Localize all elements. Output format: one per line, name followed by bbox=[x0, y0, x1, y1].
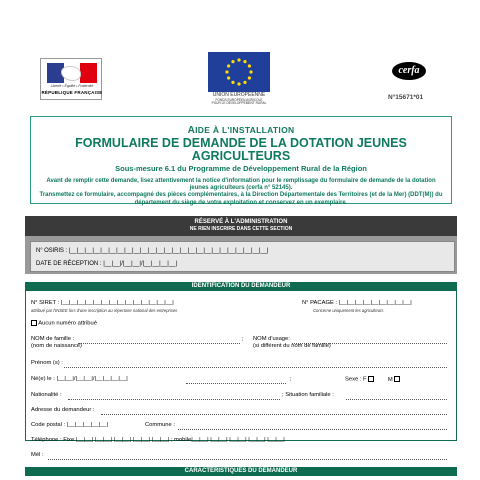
sexe-m-checkbox[interactable] bbox=[394, 376, 400, 382]
aide-initial: A bbox=[187, 125, 196, 136]
eu-line-1: UNION EUROPÉENNE bbox=[212, 92, 266, 98]
mel-input[interactable] bbox=[48, 459, 447, 460]
form-title: FORMULAIRE DE DEMANDE DE LA DOTATION JEUNES AGRICULTEURS bbox=[75, 136, 407, 163]
notice-line-1: Avant de remplir cette demande, lisez attentivement la notice d'information pour le remplissage du formulaire de demande de la dotation jeunes agriculteurs (cerfa n° 52145). bbox=[46, 178, 436, 192]
nationalite-input[interactable] bbox=[68, 399, 280, 400]
prenoms-label: Prénom (s) : bbox=[31, 360, 63, 366]
admin-subtitle: NE RIEN INSCRIRE DANS CETTE SECTION bbox=[189, 226, 293, 232]
nom-famille-label: NOM de famille : bbox=[31, 336, 75, 342]
form-subtitle: Sous-mesure 6.1 du Programme de Développement Rural de la Région bbox=[115, 164, 367, 173]
admin-title: RÉSERVÉ À L'ADMINISTRATION bbox=[194, 219, 288, 225]
form-notice bbox=[31, 178, 451, 207]
cerfa-logo: cerfa bbox=[392, 62, 426, 80]
pacage-field[interactable]: N° PACAGE : |__|__|__|__|__|__|__|__|__| bbox=[302, 300, 412, 306]
rf-motto: Liberté • Égalité • Fraternité bbox=[50, 84, 94, 88]
siret-note: attribué par l'INSEE lors d'une inscription au répertoire national des entreprises bbox=[31, 308, 178, 313]
aide-heading bbox=[31, 125, 451, 136]
sexe-label-m: M bbox=[387, 376, 393, 383]
caracteristiques-header: CARACTÉRISTIQUES DU DEMANDEUR bbox=[25, 467, 457, 476]
date-semicolon: ; bbox=[290, 376, 292, 382]
notice-line-2: Transmettez ce formulaire, accompagné des pièces complémentaires, à la Direction Départementale des Territoires (et de la Mer) (DDT(M)) du département du siège de votre exploitation et conservez en un exemplaire. bbox=[39, 192, 443, 206]
republique-francaise-logo bbox=[40, 58, 102, 100]
reception-date-field: DATE DE RÉCEPTION : |__|__|/|__|__|/|__|__|__|__| bbox=[36, 261, 178, 267]
aide-rest: IDE À L'INSTALLATION bbox=[195, 125, 295, 135]
mel-label: Mél : bbox=[31, 452, 44, 458]
aucun-numero-option[interactable] bbox=[31, 320, 97, 327]
aucun-numero-label: Aucun numéro attribué bbox=[38, 320, 97, 327]
nom-famille-semicolon: ; bbox=[242, 336, 244, 342]
nom-usage-note: (si différent du nom de famille) bbox=[253, 343, 331, 349]
pacage-note: Concerne uniquement les agriculteurs bbox=[313, 308, 384, 313]
lieu-naissance-input[interactable] bbox=[186, 383, 286, 384]
identification-section bbox=[25, 291, 457, 441]
sexe-f-checkbox[interactable] bbox=[368, 376, 374, 382]
telephone-field[interactable]: Téléphone : Fixe |__|__| |__|__| |__|__| |__|__| |__|__| ; mobile|__|__| |__|__| |__|__| |__|__| |__|__| bbox=[31, 437, 285, 443]
situation-label: ; Situation familiale : bbox=[282, 392, 334, 398]
eu-line-3: POUR LE DÉVELOPPEMENT RURAL bbox=[211, 101, 267, 106]
date-naissance-field[interactable]: Né(e) le : |__|__|/|__|__|/|__|__|__|__| bbox=[31, 376, 128, 382]
marianne-icon bbox=[47, 63, 97, 83]
nom-naissance-note: (nom de naissance) bbox=[31, 343, 82, 349]
sexe-field bbox=[345, 376, 400, 383]
eu-caption bbox=[200, 93, 278, 106]
admin-section-header bbox=[25, 216, 457, 236]
identification-header: IDENTIFICATION DU DEMANDEUR bbox=[25, 282, 457, 291]
aucun-numero-checkbox[interactable] bbox=[31, 320, 37, 326]
code-postal-field[interactable]: Code postal : |__|__|__|__|__| bbox=[31, 422, 109, 428]
nom-usage-label: NOM d'usage: bbox=[253, 336, 290, 342]
admin-fields bbox=[30, 241, 455, 272]
commune-input[interactable] bbox=[178, 429, 447, 430]
eu-stars-icon bbox=[208, 52, 270, 92]
adresse-label: Adresse du demandeur : bbox=[31, 407, 95, 413]
title-box bbox=[30, 116, 452, 204]
osiris-number-field: N° OSIRIS : |__|__|__|__|__|__|__|__|__|__|__|__|__|__|__|__|__|__|__|__|__|__|__|__|__| bbox=[36, 248, 269, 254]
adresse-input[interactable] bbox=[101, 414, 447, 415]
rf-name: RÉPUBLIQUE FRANÇAISE bbox=[41, 90, 103, 95]
nom-famille-input[interactable] bbox=[78, 343, 240, 344]
eu-line-2: FONDS EUROPÉEN AGRICOLE bbox=[215, 97, 263, 102]
nationalite-label: Nationalité : bbox=[31, 392, 62, 398]
eu-flag-logo bbox=[208, 52, 270, 92]
siret-field[interactable]: N° SIRET : |__|__|__|__|__|__|__|__|__|__|__|__|__|__| bbox=[31, 300, 174, 306]
prenoms-input[interactable] bbox=[64, 367, 447, 368]
situation-input[interactable] bbox=[346, 399, 447, 400]
cerfa-number: N°15671*01 bbox=[388, 94, 424, 101]
sexe-label-f: Sexe : F bbox=[345, 376, 367, 383]
commune-label: Commune : bbox=[145, 422, 175, 428]
